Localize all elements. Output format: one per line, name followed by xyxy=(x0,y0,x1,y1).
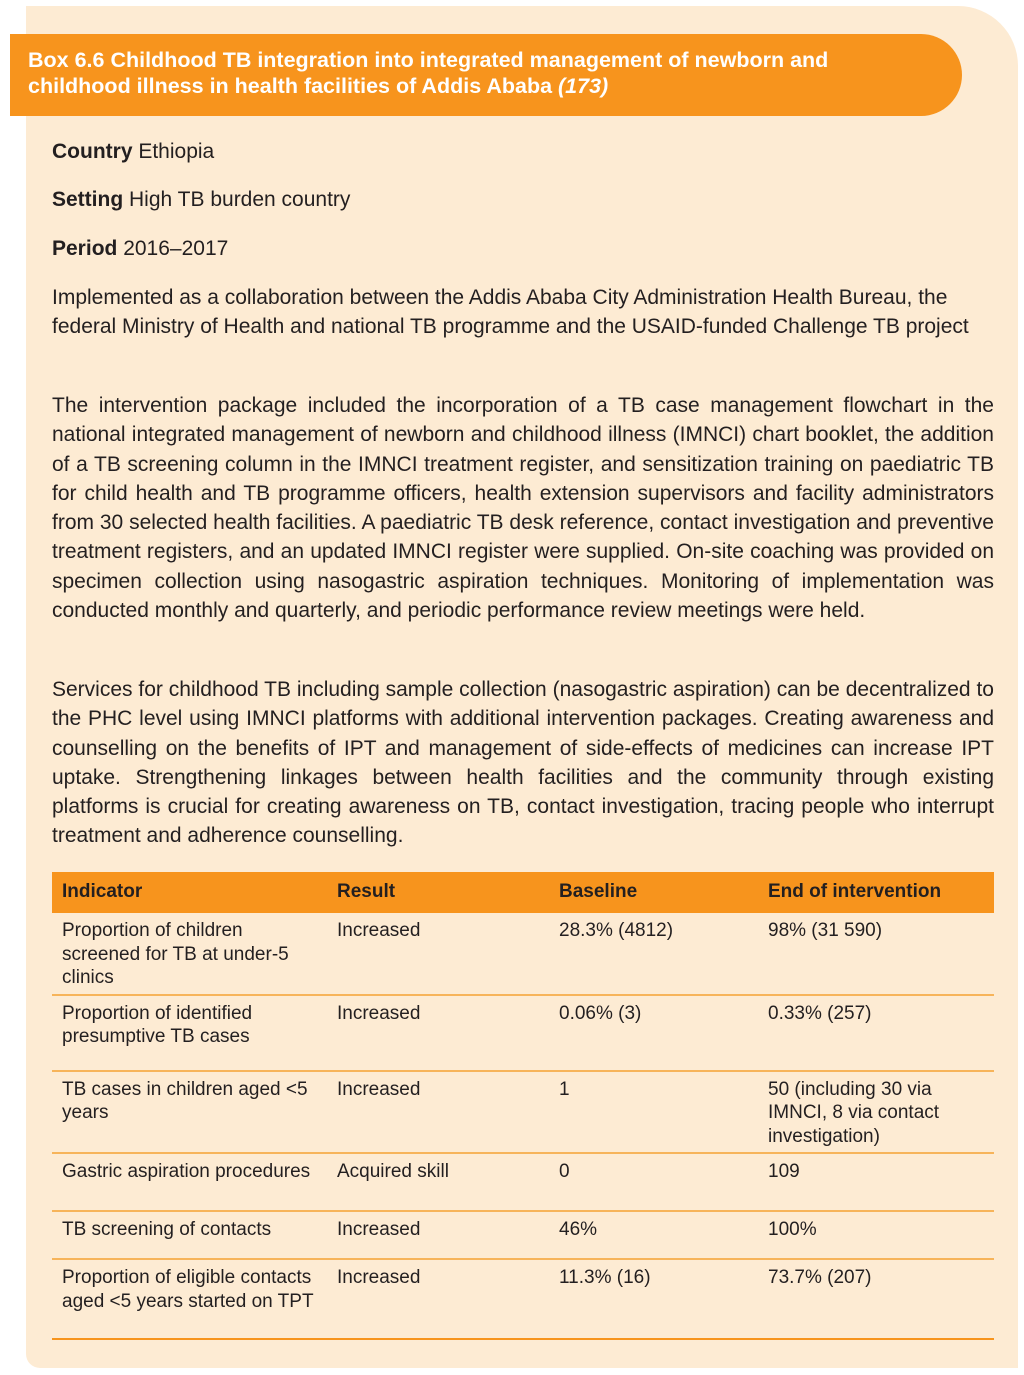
table-row xyxy=(52,912,994,995)
cell-result: Acquired skill xyxy=(327,1153,549,1211)
cell-baseline: 28.3% (4812) xyxy=(549,912,758,995)
cell-baseline: 1 xyxy=(549,1071,758,1154)
cell-indicator: Proportion of eligible contacts aged <5 years started on TPT xyxy=(52,1259,327,1339)
table-row xyxy=(52,995,994,1071)
paragraph-intervention: The intervention package included the incorporation of a TB case management flowchart in the national integrated management of newborn and childhood illness (IMNCI) chart booklet, the addition of a TB screening column in the IMNCI treatment register, and sensitization training on paediatric TB for child health and TB programme officers, health extension supervisors and facility administrators from 30 selected health facilities. A paediatric TB desk reference, contact investigation and preventive treatment registers, and an updated IMNCI register were supplied. On-site coaching was provided on specimen collection using nasogastric aspiration techniques. Monitoring of implementation was conducted monthly and quarterly, and periodic performance review meetings were held. xyxy=(52,394,994,623)
cell-end: 100% xyxy=(758,1211,994,1259)
table-row xyxy=(52,1211,994,1259)
cell-end: 0.33% (257) xyxy=(758,995,994,1071)
indicator-table xyxy=(52,872,994,1340)
setting-label: Setting xyxy=(52,188,124,211)
cell-result: Increased xyxy=(327,912,549,995)
period-label: Period xyxy=(52,237,118,260)
header-indicator: Indicator xyxy=(52,872,327,912)
period-line xyxy=(52,236,228,262)
cell-end: 109 xyxy=(758,1153,994,1211)
box-reference: (173) xyxy=(558,74,609,98)
box-title-banner xyxy=(10,34,962,116)
setting-value: High TB burden country xyxy=(129,188,351,211)
cell-indicator: TB cases in children aged <5 years xyxy=(52,1071,327,1154)
table-row xyxy=(52,1071,994,1154)
period-value: 2016–2017 xyxy=(123,237,229,260)
cell-indicator: Gastric aspiration procedures xyxy=(52,1153,327,1211)
cell-result: Increased xyxy=(327,995,549,1071)
country-label: Country xyxy=(52,140,133,163)
header-baseline: Baseline xyxy=(549,872,758,912)
cell-end: 73.7% (207) xyxy=(758,1259,994,1339)
table-row xyxy=(52,1259,994,1339)
header-end-of-intervention: End of intervention xyxy=(758,872,994,912)
table-header-row xyxy=(52,872,994,912)
box-title: Box 6.6 Childhood TB integration into integrated management of newborn and childhood illness in health facilities of Addis Ababa xyxy=(28,48,829,98)
cell-end: 50 (including 30 via IMNCI, 8 via contact investigation) xyxy=(758,1071,994,1154)
cell-result: Increased xyxy=(327,1259,549,1339)
cell-result: Increased xyxy=(327,1211,549,1259)
cell-result: Increased xyxy=(327,1071,549,1154)
cell-baseline: 0.06% (3) xyxy=(549,995,758,1071)
country-line xyxy=(52,139,214,165)
cell-baseline: 0 xyxy=(549,1153,758,1211)
table-row xyxy=(52,1153,994,1211)
cell-indicator: Proportion of identified presumptive TB cases xyxy=(52,995,327,1071)
paragraph-services: Services for childhood TB including sample collection (nasogastric aspiration) can be decentralized to the PHC level using IMNCI platforms with additional intervention packages. Creating awareness and counselling on the benefits of IPT and management of side-effects of medicines can increase IPT uptake. Strengthening linkages between health facilities and the community through existing platforms is crucial for creating awareness on TB, contact investigation, tracing people who interrupt treatment and adherence counselling. xyxy=(52,678,994,848)
cell-end: 98% (31 590) xyxy=(758,912,994,995)
paragraph-collaboration: Implemented as a collaboration between the Addis Ababa City Administration Health Bureau, the federal Ministry of Health and national TB programme and the USAID-funded Challenge TB project xyxy=(52,286,969,339)
header-result: Result xyxy=(327,872,549,912)
cell-indicator: Proportion of children screened for TB at under-5 clinics xyxy=(52,912,327,995)
cell-baseline: 11.3% (16) xyxy=(549,1259,758,1339)
cell-baseline: 46% xyxy=(549,1211,758,1259)
setting-line xyxy=(52,187,350,213)
country-value: Ethiopia xyxy=(138,140,215,163)
cell-indicator: TB screening of contacts xyxy=(52,1211,327,1259)
